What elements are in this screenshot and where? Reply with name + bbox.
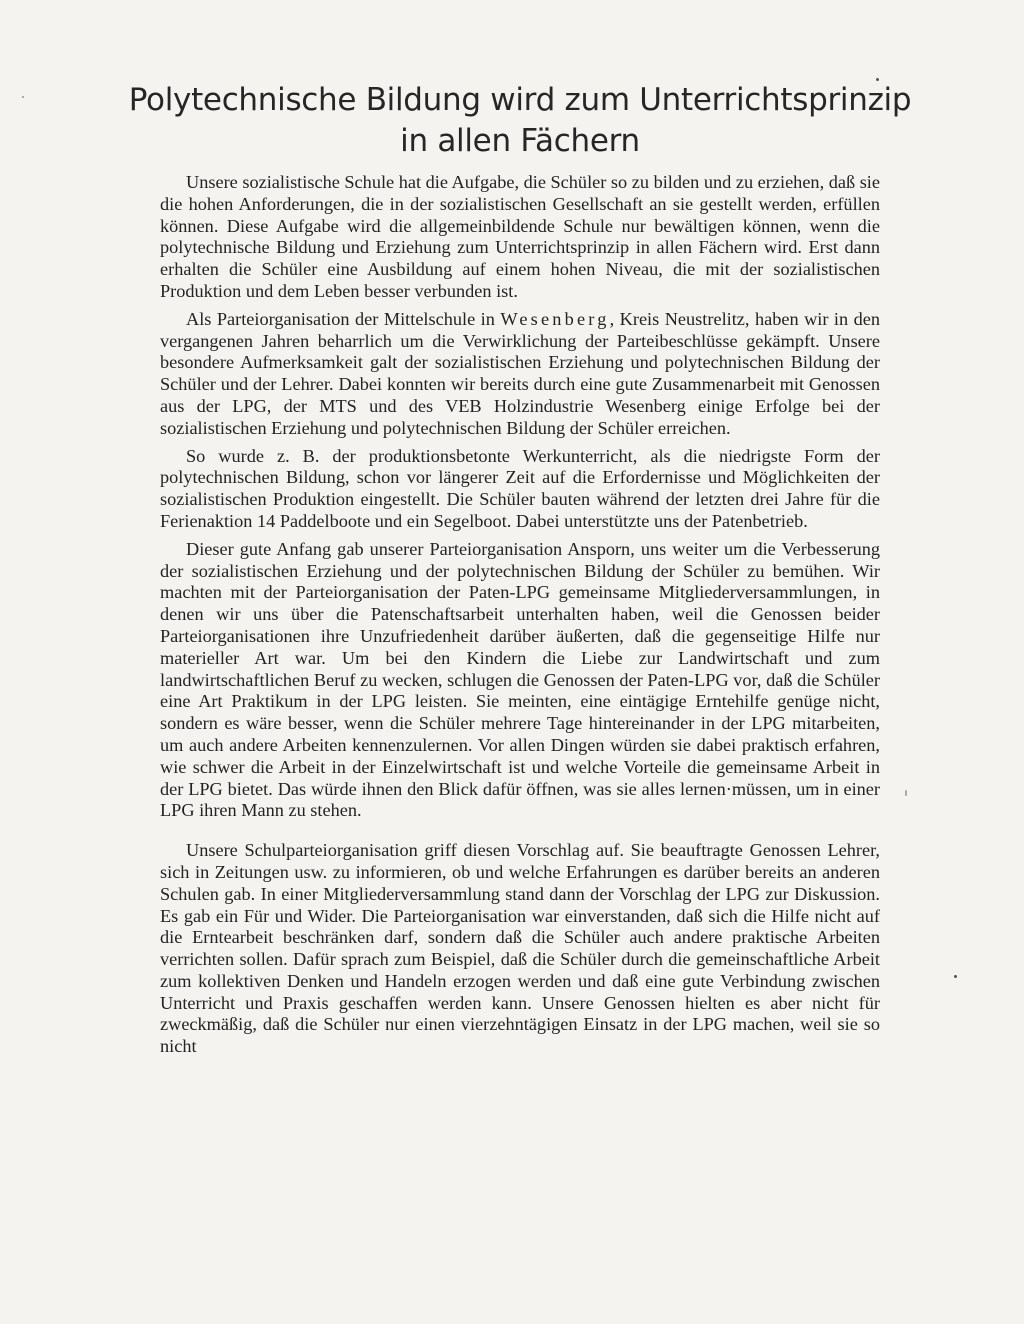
paragraph-3: So wurde z. B. der produktionsbetonte Werkunterricht, als die niedrigste Form der polytechnischen Bildung, schon vor längerer Zeit auf die Erfordernisse und Möglichkeiten der sozialistischen Produktion eingestellt. Die Schüler bauten während der letzten drei Jahre für die Ferienaktion 14 Paddelboote und ein Segelboot. Dabei unterstützte uns der Patenbetrieb. bbox=[160, 445, 880, 531]
article-title bbox=[120, 80, 920, 162]
paragraph-2 bbox=[160, 309, 880, 440]
paragraph-2-start: Als Parteiorganisation der Mittelschule in bbox=[186, 308, 501, 329]
paragraph-1: Unsere sozialistische Schule hat die Aufgabe, die Schüler so zu bilden und zu erziehen, daß sie die hohen Anforderungen, die in der sozialistischen Gesellschaft an sie gestellt werden, erfüllen können. Diese Aufgabe wird die allgemeinbildende Schule nur bewältigen können, wenn die polytechnische Bildung und Erziehung zum Unterrichtsprinzip in allen Fächern wird. Erst dann erhalten die Schüler eine Ausbildung auf einem hohen Niveau, die mit der sozialistischen Produktion und dem Leben besser verbunden ist. bbox=[160, 172, 880, 301]
paragraph-5: Unsere Schulparteiorganisation griff diesen Vorschlag auf. Sie beauftragte Genossen Lehrer, sich in Zeitungen usw. zu informieren, ob und welche Erfahrungen es darüber bereits an anderen Schulen gab. In einer Mitgliederversammlung stand dann der Vorschlag der LPG zur Diskussion. Es gab ein Für und Wider. Die Parteiorganisation war einverstanden, daß sich die Hilfe nicht auf die Erntearbeit beschränken darf, sondern daß die Schüler auch andere praktische Arbeiten verrichten sollen. Dafür sprach zum Beispiel, daß die Schüler durch die gemeinschaftliche Arbeit zum kollektiven Denken und Handeln erzogen werden und daß eine gute Verbindung zwischen Unterricht und Praxis geschaffen werden kann. Unsere Genossen hielten es aber nicht für zweckmäßig, daß die Schüler nur einen vierzehntägigen Einsatz in der LPG machen, weil sie so nicht bbox=[160, 840, 880, 1057]
paragraph-2-rest: , Kreis Neustrelitz, haben wir in den vergangenen Jahren beharrlich um die Verwirklichung der Parteibeschlüsse gekämpft. Unsere besondere Aufmerksamkeit galt der sozialistischen Erziehung und polytechnischen Bildung der Schüler und der Lehrer. Dabei konnten wir bereits durch eine gute Zusammenarbeit mit Genossen aus der LPG, der MTS und des VEB Holzindustrie Wesenberg einige Erfolge bei der sozialistischen Erziehung und polytechnischen Bildung der Schüler erreichen. bbox=[160, 308, 880, 438]
scan-speck bbox=[905, 790, 907, 796]
title-line-2: in allen Fächern bbox=[400, 123, 640, 159]
place-name: Wesenberg bbox=[500, 308, 610, 329]
scan-speck bbox=[876, 78, 879, 81]
article-body bbox=[160, 172, 880, 1058]
title-line-1: Polytechnische Bildung wird zum Unterrichtsprinzip bbox=[128, 82, 912, 118]
scan-speck bbox=[954, 975, 957, 978]
paragraph-4: Dieser gute Anfang gab unserer Parteiorganisation Ansporn, uns weiter um die Verbesserung der sozialistischen Erziehung und der polytechnischen Bildung der Schüler zu bemühen. Wir machten mit der Parteiorganisation der Paten-LPG gemeinsame Mitgliederversammlungen, in denen wir uns über die Patenschaftsarbeit unterhalten haben, weil die Genossen beider Parteiorganisationen ihre Unzufriedenheit darüber äußerten, daß die gegenseitige Hilfe nur materieller Art war. Um bei den Kindern die Liebe zur Landwirtschaft und zum landwirtschaftlichen Beruf zu wecken, schlugen die Genossen der Paten-LPG vor, daß die Schüler eine Art Praktikum in der LPG leisten. Sie meinten, eine eintägige Erntehilfe genüge nicht, sondern es wäre besser, wenn die Schüler mehrere Tage hintereinander in der LPG mitarbeiten, um auch andere Arbeiten kennenzulernen. Vor allen Dingen würden sie dabei praktisch erfahren, wie schwer die Arbeit in der Einzelwirtschaft ist und welche Vorteile die gemeinsame Arbeit in der LPG bietet. Das würde ihnen den Blick dafür öffnen, was sie alles lernen·müssen, um in einer LPG ihren Mann zu stehen. bbox=[160, 538, 880, 821]
scan-speck bbox=[22, 96, 24, 98]
